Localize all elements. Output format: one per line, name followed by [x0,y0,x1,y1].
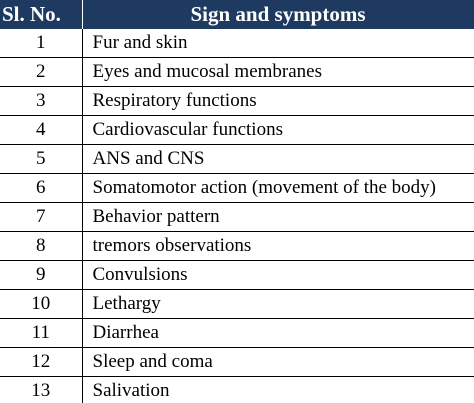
table-row [0,377,474,403]
row-sign-symptom: Salivation [82,377,474,403]
row-sign-symptom: Eyes and mucosal membranes [82,58,474,87]
row-sign-symptom: Respiratory functions [82,87,474,116]
row-number: 13 [0,377,82,403]
row-number: 3 [0,87,82,116]
row-sign-symptom: Fur and skin [82,29,474,58]
row-sign-symptom: Diarrhea [82,319,474,348]
row-sign-symptom: Lethargy [82,290,474,319]
table-row [0,87,474,116]
header-sign-and-symptoms: Sign and symptoms [82,0,474,29]
row-number: 1 [0,29,82,58]
table-header [0,0,474,29]
table-row [0,290,474,319]
table-row [0,319,474,348]
table-row [0,58,474,87]
row-number: 11 [0,319,82,348]
header-sl-no: Sl. No. [0,0,82,29]
row-number: 2 [0,58,82,87]
row-number: 4 [0,116,82,145]
row-number: 9 [0,261,82,290]
row-sign-symptom: Somatomotor action (movement of the body) [82,174,474,203]
row-number: 7 [0,203,82,232]
table-row [0,145,474,174]
header-row [0,0,474,29]
row-sign-symptom: Sleep and coma [82,348,474,377]
row-number: 12 [0,348,82,377]
row-number: 8 [0,232,82,261]
table-row [0,261,474,290]
row-number: 10 [0,290,82,319]
row-sign-symptom: Convulsions [82,261,474,290]
row-number: 6 [0,174,82,203]
table-row [0,232,474,261]
row-sign-symptom: ANS and CNS [82,145,474,174]
table-row [0,348,474,377]
table-row [0,174,474,203]
table-body [0,29,474,403]
row-sign-symptom: Behavior pattern [82,203,474,232]
table-row [0,29,474,58]
table-row [0,203,474,232]
row-number: 5 [0,145,82,174]
row-sign-symptom: Cardiovascular functions [82,116,474,145]
table-row [0,116,474,145]
row-sign-symptom: tremors observations [82,232,474,261]
